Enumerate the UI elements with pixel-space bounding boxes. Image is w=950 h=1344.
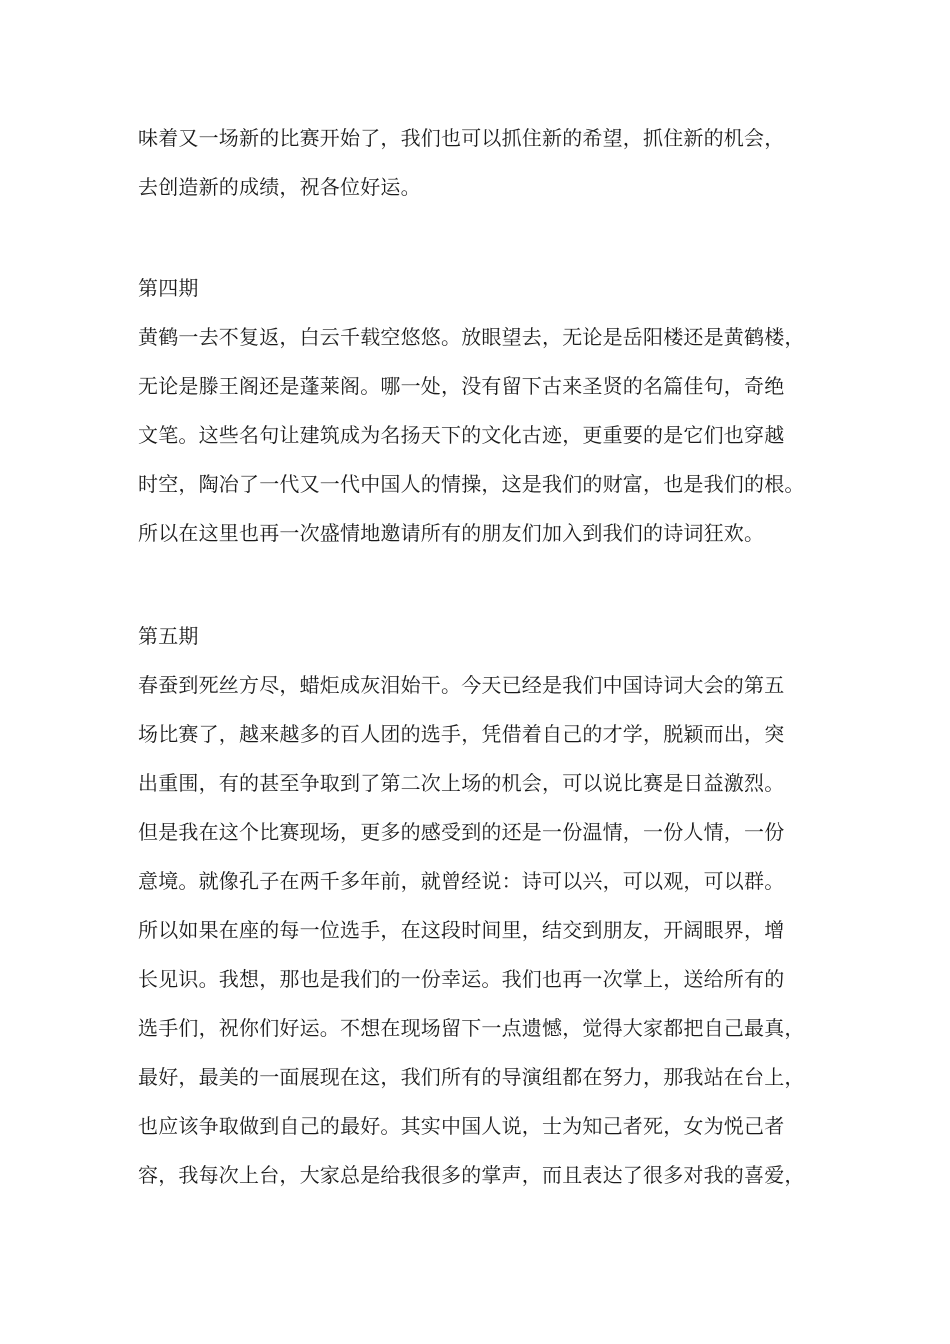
section4-line: 时空，陶冶了一代又一代中国人的情操，这是我们的财富，也是我们的根。 xyxy=(138,472,805,496)
section4-line: 黄鹤一去不复返，白云千载空悠悠。放眼望去，无论是岳阳楼还是黄鹤楼， xyxy=(138,325,805,349)
section5-line: 但是我在这个比赛现场，更多的感受到的还是一份温情，一份人情，一份 xyxy=(138,820,785,844)
section5-line: 容，我每次上台，大家总是给我很多的掌声，而且表达了很多对我的喜爱， xyxy=(138,1163,805,1187)
section-title-4: 第四期 xyxy=(138,276,199,300)
section4-line: 文笔。这些名句让建筑成为名扬天下的文化古迹，更重要的是它们也穿越 xyxy=(138,423,785,447)
section5-line: 也应该争取做到自己的最好。其实中国人说，士为知己者死，女为悦己者 xyxy=(138,1114,785,1138)
section4-line: 所以在这里也再一次盛情地邀请所有的朋友们加入到我们的诗词狂欢。 xyxy=(138,521,765,545)
section4-line: 无论是滕王阁还是蓬莱阁。哪一处，没有留下古来圣贤的名篇佳句，奇绝 xyxy=(138,374,785,398)
section5-line: 长见识。我想，那也是我们的一份幸运。我们也再一次掌上，送给所有的 xyxy=(138,967,785,991)
section5-line: 春蚕到死丝方尽，蜡炬成灰泪始干。今天已经是我们中国诗词大会的第五 xyxy=(138,673,785,697)
section5-line: 最好，最美的一面展现在这，我们所有的导演组都在努力，那我站在台上， xyxy=(138,1065,805,1089)
intro-line: 去创造新的成绩，祝各位好运。 xyxy=(138,175,421,199)
section5-line: 意境。就像孔子在两千多年前，就曾经说：诗可以兴，可以观，可以群。 xyxy=(138,869,785,893)
intro-line: 味着又一场新的比赛开始了，我们也可以抓住新的希望，抓住新的机会， xyxy=(138,126,785,150)
section5-line: 出重围，有的甚至争取到了第二次上场的机会，可以说比赛是日益激烈。 xyxy=(138,771,785,795)
section-title-5: 第五期 xyxy=(138,624,199,648)
section5-line: 选手们，祝你们好运。不想在现场留下一点遗憾，觉得大家都把自己最真， xyxy=(138,1016,805,1040)
section5-line: 所以如果在座的每一位选手，在这段时间里，结交到朋友，开阔眼界，增 xyxy=(138,918,785,942)
section5-line: 场比赛了，越来越多的百人团的选手，凭借着自己的才学，脱颖而出，突 xyxy=(138,722,785,746)
